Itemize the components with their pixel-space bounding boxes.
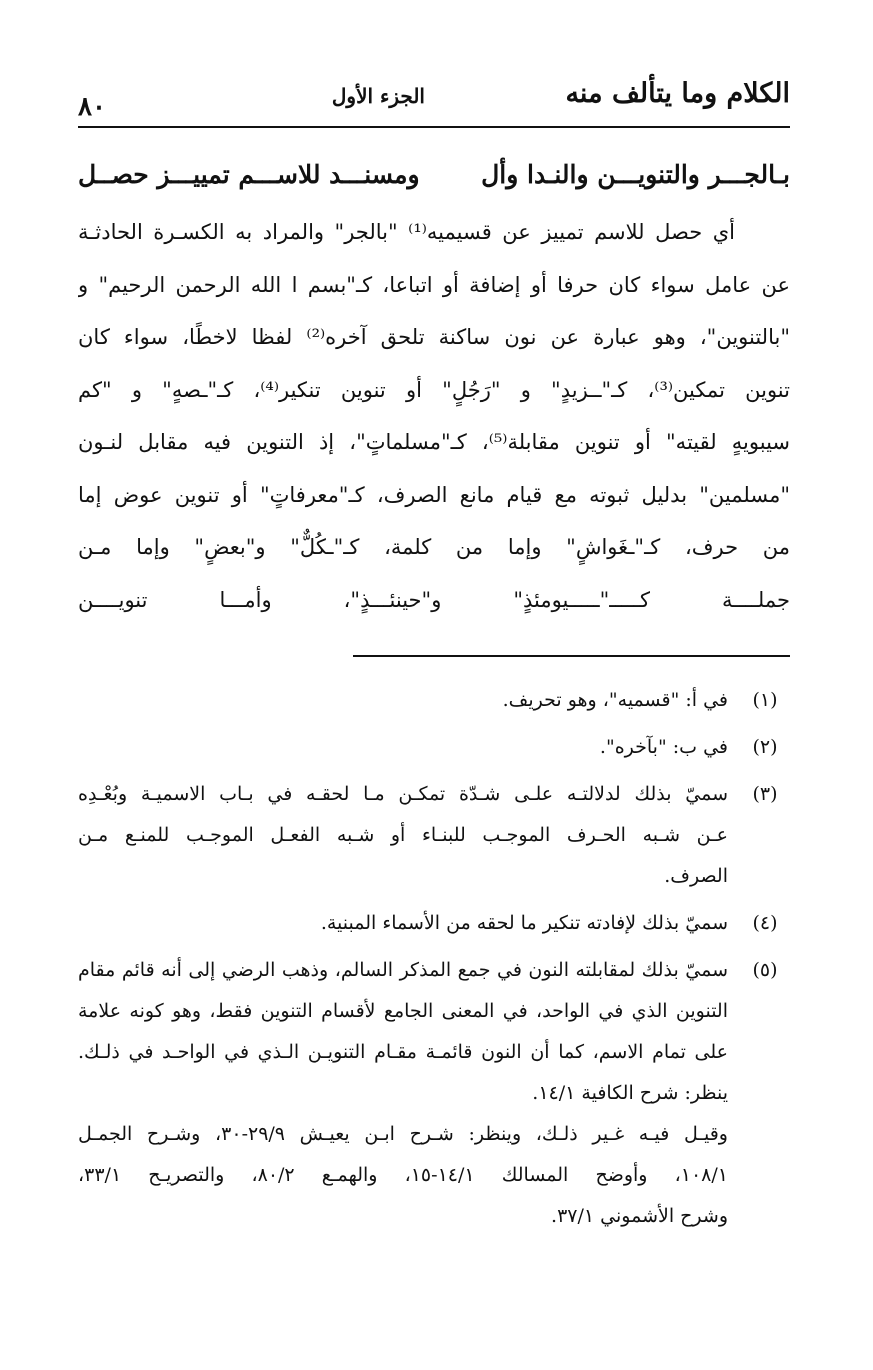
chapter-title: الكلام وما يتألف منه: [565, 78, 790, 109]
footnote-line: سميّ بذلك لإفادته تنكير ما لحقه من الأسماء المبنية.: [320, 912, 728, 934]
verse-line: [78, 160, 790, 200]
footnote-line: ١٠٨/١، وأوضح المسالك ١٤/١-١٥، والهمـع ٨٠/٢، والتصريـح ٣٣/١،: [78, 1164, 728, 1186]
text-line: "بالتنوين"، وهو عبارة عن نون ساكنة تلحق آخره⁽²⁾ لفظا لاخطًا، سواء كان: [78, 325, 790, 349]
header-rule: [78, 126, 790, 128]
footnote-number: (٣): [752, 783, 778, 805]
footnote-line: على تمام الاسم، كما أن النون قائمـة مقـام التنويـن الـذي في الواحـد في ذلـك.: [78, 1041, 728, 1063]
footnote-number: (٤): [752, 912, 778, 934]
footnote-line: سميّ بذلك لمقابلته النون في جمع المذكر السالم، وذهب الرضي إلى أنه قائم مقام: [78, 959, 728, 981]
footnote-number: (٢): [752, 736, 778, 758]
footnote-line: التنوين الذي في الواحد، في المعنى الجامع لأقسام التنوين فقط، وهو كونه علامة: [78, 1000, 728, 1022]
footnote-separator: [353, 655, 790, 657]
footnote-3: [78, 774, 790, 897]
text-line: أي حصل للاسم تمييز عن قسيميه⁽¹⁾ "بالجر" والمراد به الكسـرة الحادثـة: [78, 220, 735, 244]
footnote-number: (٥): [752, 959, 778, 981]
footnote-line: وقيـل فيـه غـير ذلـك، وينظر: شـرح ابـن يعيـش ٢٩/٩-٣٠، وشـرح الجمـل: [78, 1123, 728, 1145]
commentary-text: [78, 206, 790, 626]
text-line: جملــــة كـــــ"ـــــيومئذٍ" و"حينئـــذٍ"، وأمـــا تنويــــن: [78, 587, 790, 612]
page-header: [78, 74, 790, 122]
footnote-line: الصرف.: [664, 865, 728, 887]
footnote-number: (١): [752, 689, 778, 711]
footnote-4: [78, 903, 790, 944]
footnote-2: [78, 727, 790, 768]
text-line: تنوين تمكين⁽³⁾، كـ"ــزيدٍ" و "رَجُلٍ" أو تنوين تنكير⁽⁴⁾، كـ"ـصهٍ" و "كم: [78, 377, 790, 402]
footnote-5: [78, 950, 790, 1237]
text-line: سيبويهٍ لقيته" أو تنوين مقابلة⁽⁵⁾، كـ"مسلماتٍ"، إذ التنوين فيه مقابل لنـون: [78, 430, 790, 454]
footnote-line: وشرح الأشموني ٣٧/١.: [551, 1205, 728, 1227]
verse-second-hemistich: ومسنـــد للاســـم تمييـــز حصــل: [78, 160, 420, 189]
text-line: "مسلمين" بدليل ثبوته مع قيام مانع الصرف، كـ"معرفاتٍ" أو تنوين عوض إما: [78, 482, 790, 507]
footnote-line: عـن شـبه الحـرف الموجـب للبنـاء أو شـبه الفعـل الموجـب للمنـع مـن: [78, 824, 728, 846]
footnote-1: [78, 680, 790, 721]
footnote-line: ينظر: شرح الكافية ١٤/١.: [532, 1082, 728, 1104]
footnotes: [78, 680, 790, 1237]
part-label: الجزء الأول: [331, 84, 425, 108]
page-number: ٨٠: [78, 92, 106, 122]
verse-first-hemistich: بـالجـــر والتنويـــن والنـدا وأل: [481, 160, 790, 189]
text-line: عن عامل سواء كان حرفا أو إضافة أو اتباعا، كـ"بسم ا الله الرحمن الرحيم" و: [78, 272, 790, 297]
footnote-line: سميّ بذلك لدلالتـه علـى شـدّة تمكـن مـا لحقـه في بـاب الاسميـة وبُعْـدِه: [78, 783, 728, 805]
footnote-line: في أ: "قسميه"، وهو تحريف.: [502, 689, 728, 711]
footnote-line: في ب: "بآخره".: [599, 736, 728, 758]
text-line: من حرف، كـ"ـغَواشٍ" وإما من كلمة، كـ"ـكُلٌّ" و"بعضٍ" وإما مـن: [78, 535, 790, 559]
